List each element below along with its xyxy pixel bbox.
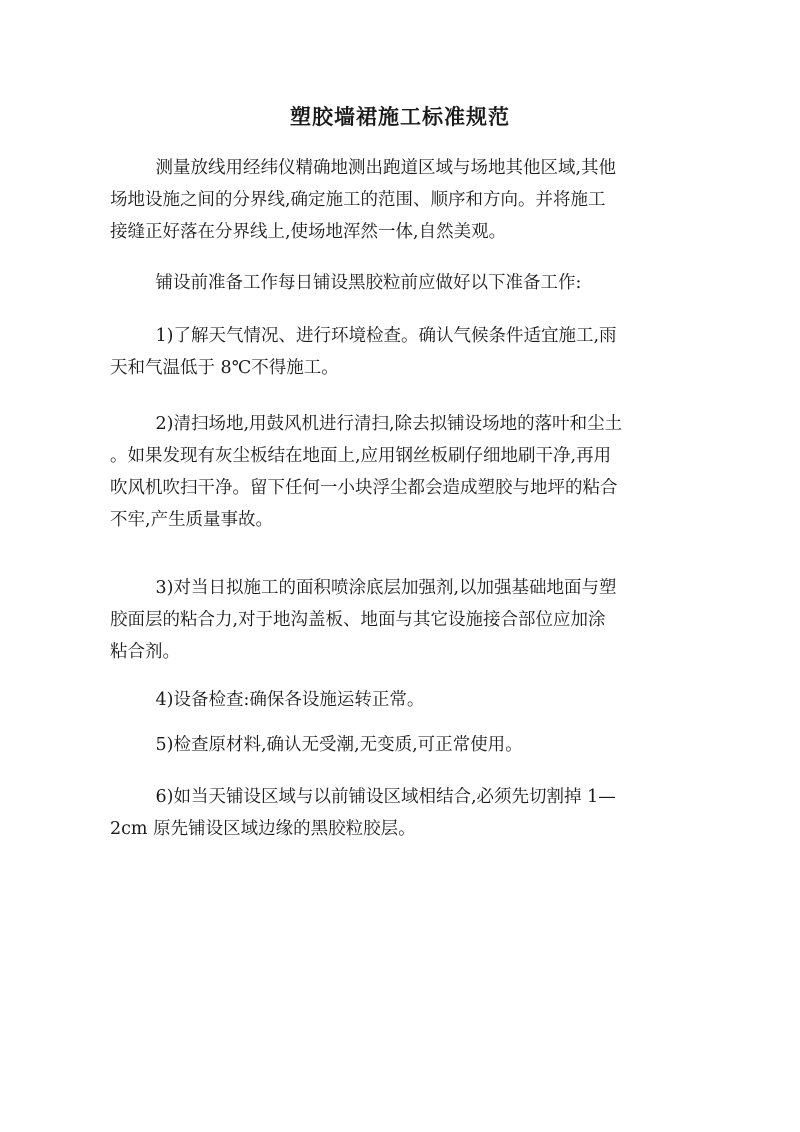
- text-line: 胶面层的粘合力,对于地沟盖板、地面与其它设施接合部位应加涂: [110, 610, 606, 630]
- text-line: 6)如当天铺设区域与以前铺设区域相结合,必须先切割掉 1—: [155, 787, 616, 807]
- text-line: 5)检查原材料,确认无受潮,无变质,可正常使用。: [155, 735, 523, 755]
- list-item-cleaning: [110, 408, 690, 536]
- paragraph-survey: [110, 152, 690, 248]
- text-line: 天和气温低于 8℃不得施工。: [110, 358, 339, 378]
- list-item-equipment: [110, 684, 690, 716]
- text-line: 1)了解天气情况、进行环境检查。确认气候条件适宜施工,雨: [155, 326, 617, 346]
- text-line: 。如果发现有灰尘板结在地面上,应用钢丝板刷仔细地刷干净,再用: [110, 446, 612, 466]
- text-line: 2)清扫场地,用鼓风机进行清扫,除去拟铺设场地的落叶和尘土: [155, 414, 623, 434]
- text-line: 场地设施之间的分界线,确定施工的范围、顺序和方向。并将施工: [110, 190, 606, 210]
- document-title: 塑胶墙裙施工标准规范: [290, 104, 510, 129]
- text-line: 2cm 原先铺设区域边缘的黑胶粒胶层。: [110, 819, 416, 839]
- list-item-joining: [110, 781, 690, 845]
- text-line: 3)对当日拟施工的面积喷涂底层加强剂,以加强基础地面与塑: [155, 578, 617, 598]
- text-line: 4)设备检查:确保各设施运转正常。: [155, 690, 425, 710]
- list-item-materials: [110, 729, 690, 761]
- paragraph-preparation-intro: [110, 267, 690, 299]
- text-line: 粘合剂。: [110, 642, 180, 662]
- list-item-primer: [110, 572, 690, 668]
- text-line: 吹风机吹扫干净。留下任何一小块浮尘都会造成塑胶与地坪的粘合: [110, 478, 618, 498]
- text-line: 不牢,产生质量事故。: [110, 510, 274, 530]
- text-line: 接缝正好落在分界线上,使场地浑然一体,自然美观。: [110, 222, 507, 242]
- text-line: 铺设前准备工作每日铺设黑胶粒前应做好以下准备工作:: [155, 273, 582, 293]
- text-line: 测量放线用经纬仪精确地测出跑道区域与场地其他区域,其他: [155, 158, 617, 178]
- list-item-weather: [110, 320, 690, 384]
